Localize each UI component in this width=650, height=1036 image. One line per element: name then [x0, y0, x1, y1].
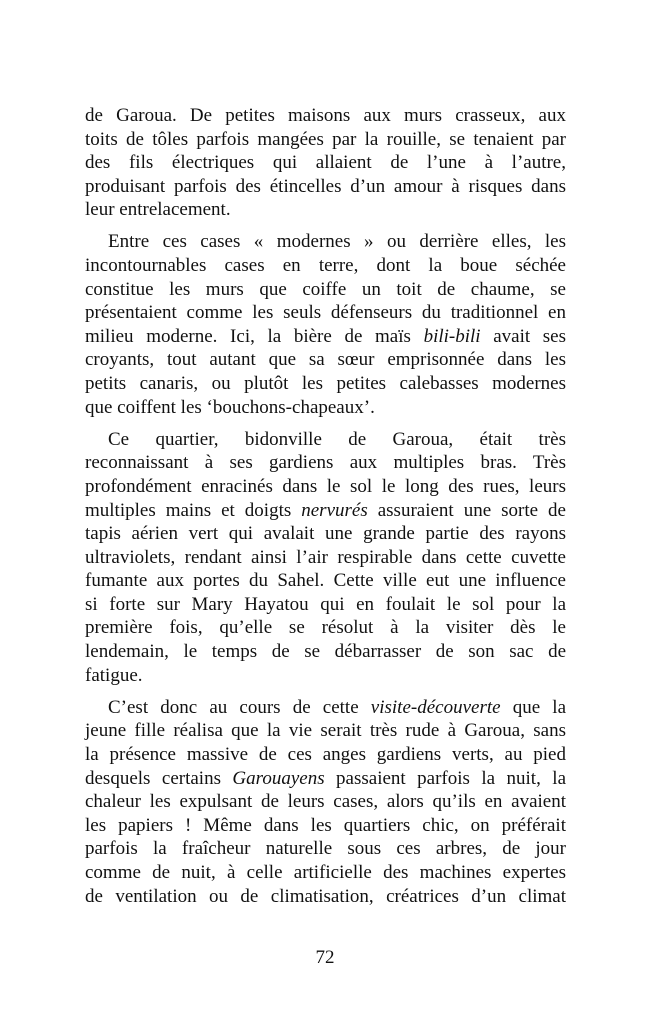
- line-text: [85, 594, 566, 615]
- line-text: [85, 279, 566, 300]
- italic-text: bili-bili: [423, 325, 481, 347]
- text-line: [85, 790, 566, 814]
- italic-text: nervurés: [301, 499, 368, 521]
- text-segment: passaient parfois la nuit, la: [324, 767, 566, 789]
- line-text: [85, 397, 375, 418]
- text-segment: desquels certains: [85, 767, 233, 789]
- text-line: [85, 664, 566, 688]
- text-segment: la présence massive de ces anges gardiens verts, au pied: [85, 743, 566, 765]
- text-line: [85, 861, 566, 885]
- text-line: [85, 475, 566, 499]
- text-line: [85, 451, 566, 475]
- text-segment: milieu moderne. Ici, la bière de maïs: [85, 325, 424, 347]
- text-segment: chaleur les expulsant de leurs cases, alors qu’ils en avaient: [85, 791, 566, 813]
- line-text: [85, 476, 566, 497]
- line-text: [85, 373, 566, 394]
- text-line: [85, 593, 566, 617]
- line-text: [85, 547, 566, 568]
- text-segment: comme de nuit, à celle artificielle des machines expertes: [85, 861, 566, 883]
- line-text: [85, 570, 566, 591]
- text-line: [85, 743, 566, 767]
- paragraph: [85, 230, 566, 419]
- text-line: [85, 254, 566, 278]
- text-segment: multiples mains et doigts: [85, 499, 302, 521]
- line-text: [108, 697, 566, 718]
- text-line: [85, 278, 566, 302]
- line-text: [85, 152, 566, 173]
- text-line: [85, 428, 566, 452]
- line-text: [85, 838, 566, 859]
- text-segment: jeune fille réalisa que la vie serait très rude à Garoua, sans: [85, 720, 566, 742]
- text-line: [85, 230, 566, 254]
- text-segment: petits canaris, ou plutôt les petites calebasses modernes: [85, 373, 566, 395]
- text-segment: si forte sur Mary Hayatou qui en foulait le sol pour la: [85, 593, 566, 615]
- paragraph: [85, 428, 566, 688]
- text-segment: parfois la fraîcheur naturelle sous ces arbres, de jour: [85, 838, 566, 860]
- line-text: [85, 105, 566, 126]
- text-segment: lendemain, le temps de se débarrasser de son sac de: [85, 641, 566, 663]
- text-line: [85, 198, 566, 222]
- text-segment: fumante aux portes du Sahel. Cette ville eut une influence: [85, 570, 566, 592]
- text-line: [85, 104, 566, 128]
- line-text: [108, 429, 566, 450]
- text-segment: C’est donc au cours de cette: [108, 696, 371, 718]
- text-segment: tapis aérien vert qui avalait une grande partie des rayons: [85, 523, 566, 545]
- line-text: [85, 199, 231, 220]
- text-segment: Ce quartier, bidonville de Garoua, était très: [108, 428, 566, 450]
- text-line: [85, 301, 566, 325]
- text-segment: ultraviolets, rendant ainsi l’air respirable dans cette cuvette: [85, 546, 566, 568]
- text-line: [85, 175, 566, 199]
- text-segment: incontournables cases en terre, dont la boue séchée: [85, 255, 566, 277]
- text-line: [85, 885, 566, 909]
- line-text: [85, 665, 143, 686]
- text-segment: de Garoua. De petites maisons aux murs crasseux, aux: [85, 105, 566, 126]
- text-line: [85, 616, 566, 640]
- page-body-text: [85, 104, 566, 917]
- line-text: [85, 886, 566, 907]
- text-line: [85, 837, 566, 861]
- italic-text: Garouayens: [232, 767, 325, 789]
- text-line: [85, 546, 566, 570]
- line-text: [85, 176, 566, 197]
- text-line: [85, 499, 566, 523]
- line-text: [85, 349, 566, 370]
- text-line: [85, 696, 566, 720]
- text-segment: les papiers ! Même dans les quartiers chic, on préférait: [85, 814, 566, 836]
- text-segment: croyants, tout autant que sa sœur emprisonnée dans les: [85, 349, 566, 371]
- text-line: [85, 569, 566, 593]
- line-text: [85, 326, 566, 347]
- line-text: [85, 302, 566, 323]
- line-text: [108, 231, 566, 252]
- text-line: [85, 325, 566, 349]
- paragraph: [85, 104, 566, 222]
- text-segment: profondément enracinés dans le sol le long des rues, leurs: [85, 475, 566, 497]
- text-segment: produisant parfois des étincelles d’un amour à risques dans: [85, 175, 566, 197]
- text-line: [85, 128, 566, 152]
- line-text: [85, 815, 566, 836]
- line-text: [85, 452, 566, 473]
- text-segment: première fois, qu’elle se résolut à la visiter dès le: [85, 617, 566, 639]
- text-segment: que la: [500, 696, 566, 718]
- line-text: [85, 500, 566, 521]
- line-text: [85, 720, 566, 741]
- paragraph: [85, 696, 566, 908]
- text-line: [85, 522, 566, 546]
- line-text: [85, 255, 566, 276]
- text-line: [85, 348, 566, 372]
- text-segment: de ventilation ou de climatisation, créatrices d’un climat: [85, 885, 566, 907]
- line-text: [85, 617, 566, 638]
- line-text: [85, 129, 566, 150]
- text-segment: que coiffent les ‘bouchons-chapeaux’.: [85, 396, 375, 418]
- line-text: [85, 862, 566, 883]
- text-segment: toits de tôles parfois mangées par la rouille, se tenaient par: [85, 128, 566, 150]
- text-segment: Entre ces cases « modernes » ou derrière elles, les: [108, 231, 566, 253]
- line-text: [85, 768, 566, 789]
- italic-text: visite-découverte: [370, 696, 501, 718]
- text-line: [85, 151, 566, 175]
- text-segment: assuraient une sorte de: [367, 499, 566, 521]
- text-line: [85, 767, 566, 791]
- text-line: [85, 396, 566, 420]
- line-text: [85, 791, 566, 812]
- line-text: [85, 641, 566, 662]
- text-segment: constitue les murs que coiffe un toit de chaume, se: [85, 278, 566, 300]
- text-line: [85, 372, 566, 396]
- line-text: [85, 744, 566, 765]
- line-text: [85, 523, 566, 544]
- page-number: 72: [315, 947, 335, 968]
- text-segment: présentaient comme les seuls défenseurs du traditionnel en: [85, 302, 566, 324]
- text-segment: avait ses: [480, 325, 566, 347]
- text-line: [85, 640, 566, 664]
- text-segment: des fils électriques qui allaient de l’une à l’autre,: [85, 152, 566, 174]
- text-segment: reconnaissant à ses gardiens aux multiples bras. Très: [85, 452, 566, 474]
- text-segment: leur entrelacement.: [85, 199, 231, 221]
- text-segment: fatigue.: [85, 664, 143, 686]
- text-line: [85, 814, 566, 838]
- text-line: [85, 719, 566, 743]
